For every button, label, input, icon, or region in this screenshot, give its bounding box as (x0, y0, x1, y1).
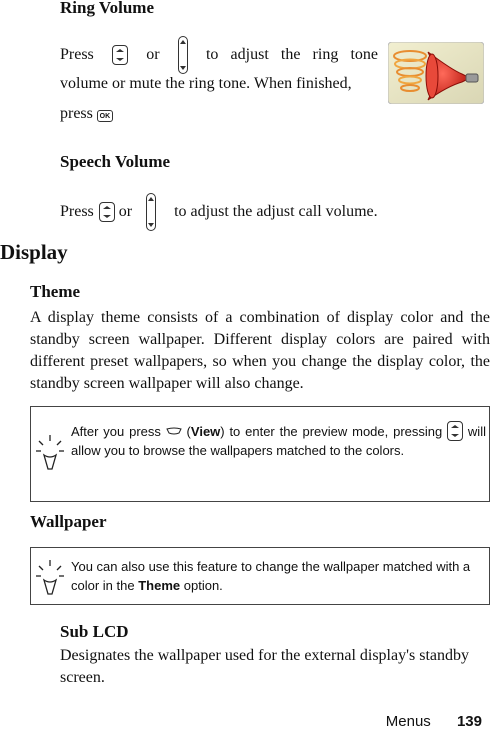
ring-or-text: or (146, 46, 160, 63)
speech-adjust-text: to adjust the adjust call volume. (174, 203, 378, 220)
tip-preview-text: After you press (View) to enter the preview mode, pressing will allow you to browse the wallpapers matched to the colors. (71, 421, 486, 460)
side-volume-key-icon (146, 193, 156, 231)
tip-wallpaper-text (71, 557, 486, 595)
tip-preview-text-a: After you press (71, 424, 161, 439)
speaker-volume-icon (388, 42, 484, 104)
theme-heading: Theme (30, 282, 81, 301)
right-soft-key-icon (166, 427, 182, 437)
ring-volume-paragraph (60, 40, 378, 125)
speech-press-text: Press (60, 203, 94, 220)
tip-wallpaper-text-a: You can also use this feature to change the wallpaper matched with a color in the (71, 559, 471, 593)
display-heading: Display (0, 240, 68, 264)
sub-lcd-heading: Sub LCD (60, 622, 129, 641)
tip-preview-text-b: ) to enter the preview mode, pressing (220, 424, 443, 439)
ok-key-icon: OK (97, 110, 113, 122)
nav-key-icon (99, 202, 115, 222)
ring-volume-line2: volume or mute the ring tone. When finished, (60, 75, 352, 92)
sub-lcd-paragraph: Designates the wallpaper used for the external display's standby screen. (60, 647, 469, 686)
view-label: View (190, 424, 221, 439)
nav-key-icon (447, 421, 463, 441)
lightbulb-tip-icon (35, 433, 65, 473)
tip-box-wallpaper (30, 547, 490, 605)
speech-volume-heading: Speech Volume (60, 152, 171, 171)
speech-volume-paragraph (60, 192, 420, 232)
speech-or-text: or (118, 203, 133, 220)
lightbulb-tip-icon (35, 558, 65, 598)
ring-volume-heading: Ring Volume (60, 0, 154, 17)
theme-option-label: Theme (138, 578, 181, 593)
side-volume-key-icon (178, 36, 188, 74)
tip-box-preview (30, 406, 490, 502)
page-number: 139 (456, 713, 482, 730)
tip-preview-text-c: will allow you to browse the wallpapers matched to the colors. (71, 424, 486, 458)
ring-press-text-2: press (60, 105, 93, 122)
nav-key-icon (112, 45, 128, 65)
ring-adjust-text: to adjust the ring tone (205, 46, 378, 63)
wallpaper-heading: Wallpaper (30, 512, 107, 531)
tip-wallpaper-text-b: option. (183, 578, 223, 593)
page-footer (386, 713, 482, 730)
footer-section: Menus (385, 713, 431, 730)
ring-press-text: Press (60, 46, 94, 63)
theme-paragraph: A display theme consists of a combination of display color and the standby screen wallpaper. Different display colors are paired with different preset wallpapers, so when you change the display color, the standby screen wallpaper will also change. (30, 309, 490, 392)
